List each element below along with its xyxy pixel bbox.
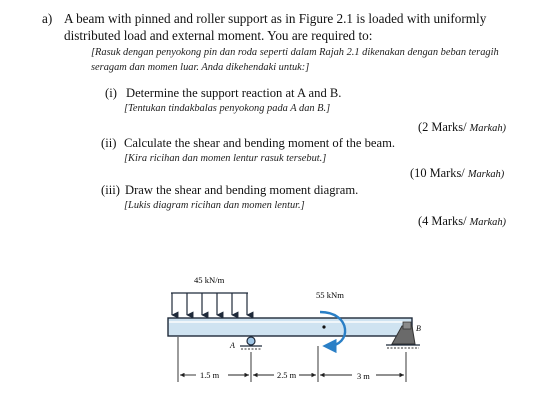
part-i-marks-malay: Markah) [469,123,506,134]
dimension-2-label: 2.5 m [277,371,297,380]
part-ii-marks-en: (10 Marks/ [410,166,465,180]
part-i-text: Determine the support reaction at A and B. [126,86,342,100]
part-i-marks-en: (2 Marks/ [418,120,467,134]
part-ii-label: (ii) [101,136,117,150]
question-line-1: A beam with pinned and roller support as in Figure 2.1 is loaded with uniformly [64,11,487,26]
part-ii-malay: [Kira ricihan dan momen lentur rasuk tersebut.] [124,153,327,164]
part-iii-text: Draw the shear and bending moment diagram. [125,183,359,197]
udl-arrows [171,293,248,315]
moment-label: 55 kNm [316,290,344,300]
moment-point [322,325,325,328]
part-iii-label: (iii) [101,183,120,197]
question-line-2: distributed load and external moment. You are required to: [64,28,373,43]
udl-label: 45 kN/m [194,275,225,285]
part-ii-marks-malay: Markah) [467,169,505,180]
beam [168,318,412,336]
part-iii-marks-en: (4 Marks/ [418,214,467,228]
support-a-label: A [230,341,235,350]
dimension-1-label: 1.5 m [200,371,220,380]
support-a-roller [240,337,262,349]
support-b-label: B [416,324,421,333]
part-ii-text: Calculate the shear and bending moment of the beam. [124,136,396,150]
part-iii-marks-malay: Markah) [469,217,506,228]
part-iii-malay: [Lukis diagram ricihan dan momen lentur.] [124,200,305,211]
dimension-3-label: 3 m [357,372,370,381]
question-malay-line-1: [Rasuk dengan penyokong pin dan roda seperti dalam Rajah 2.1 dikenakan dengan beban teragih [91,47,499,58]
question-label: a) [42,11,53,26]
question-malay-line-2: seragam dan momen luar. Anda dikehendaki untuk:] [91,62,310,73]
part-i-malay: [Tentukan tindakbalas penyokong pada A dan B.] [124,103,331,114]
part-i-label: (i) [105,86,117,100]
